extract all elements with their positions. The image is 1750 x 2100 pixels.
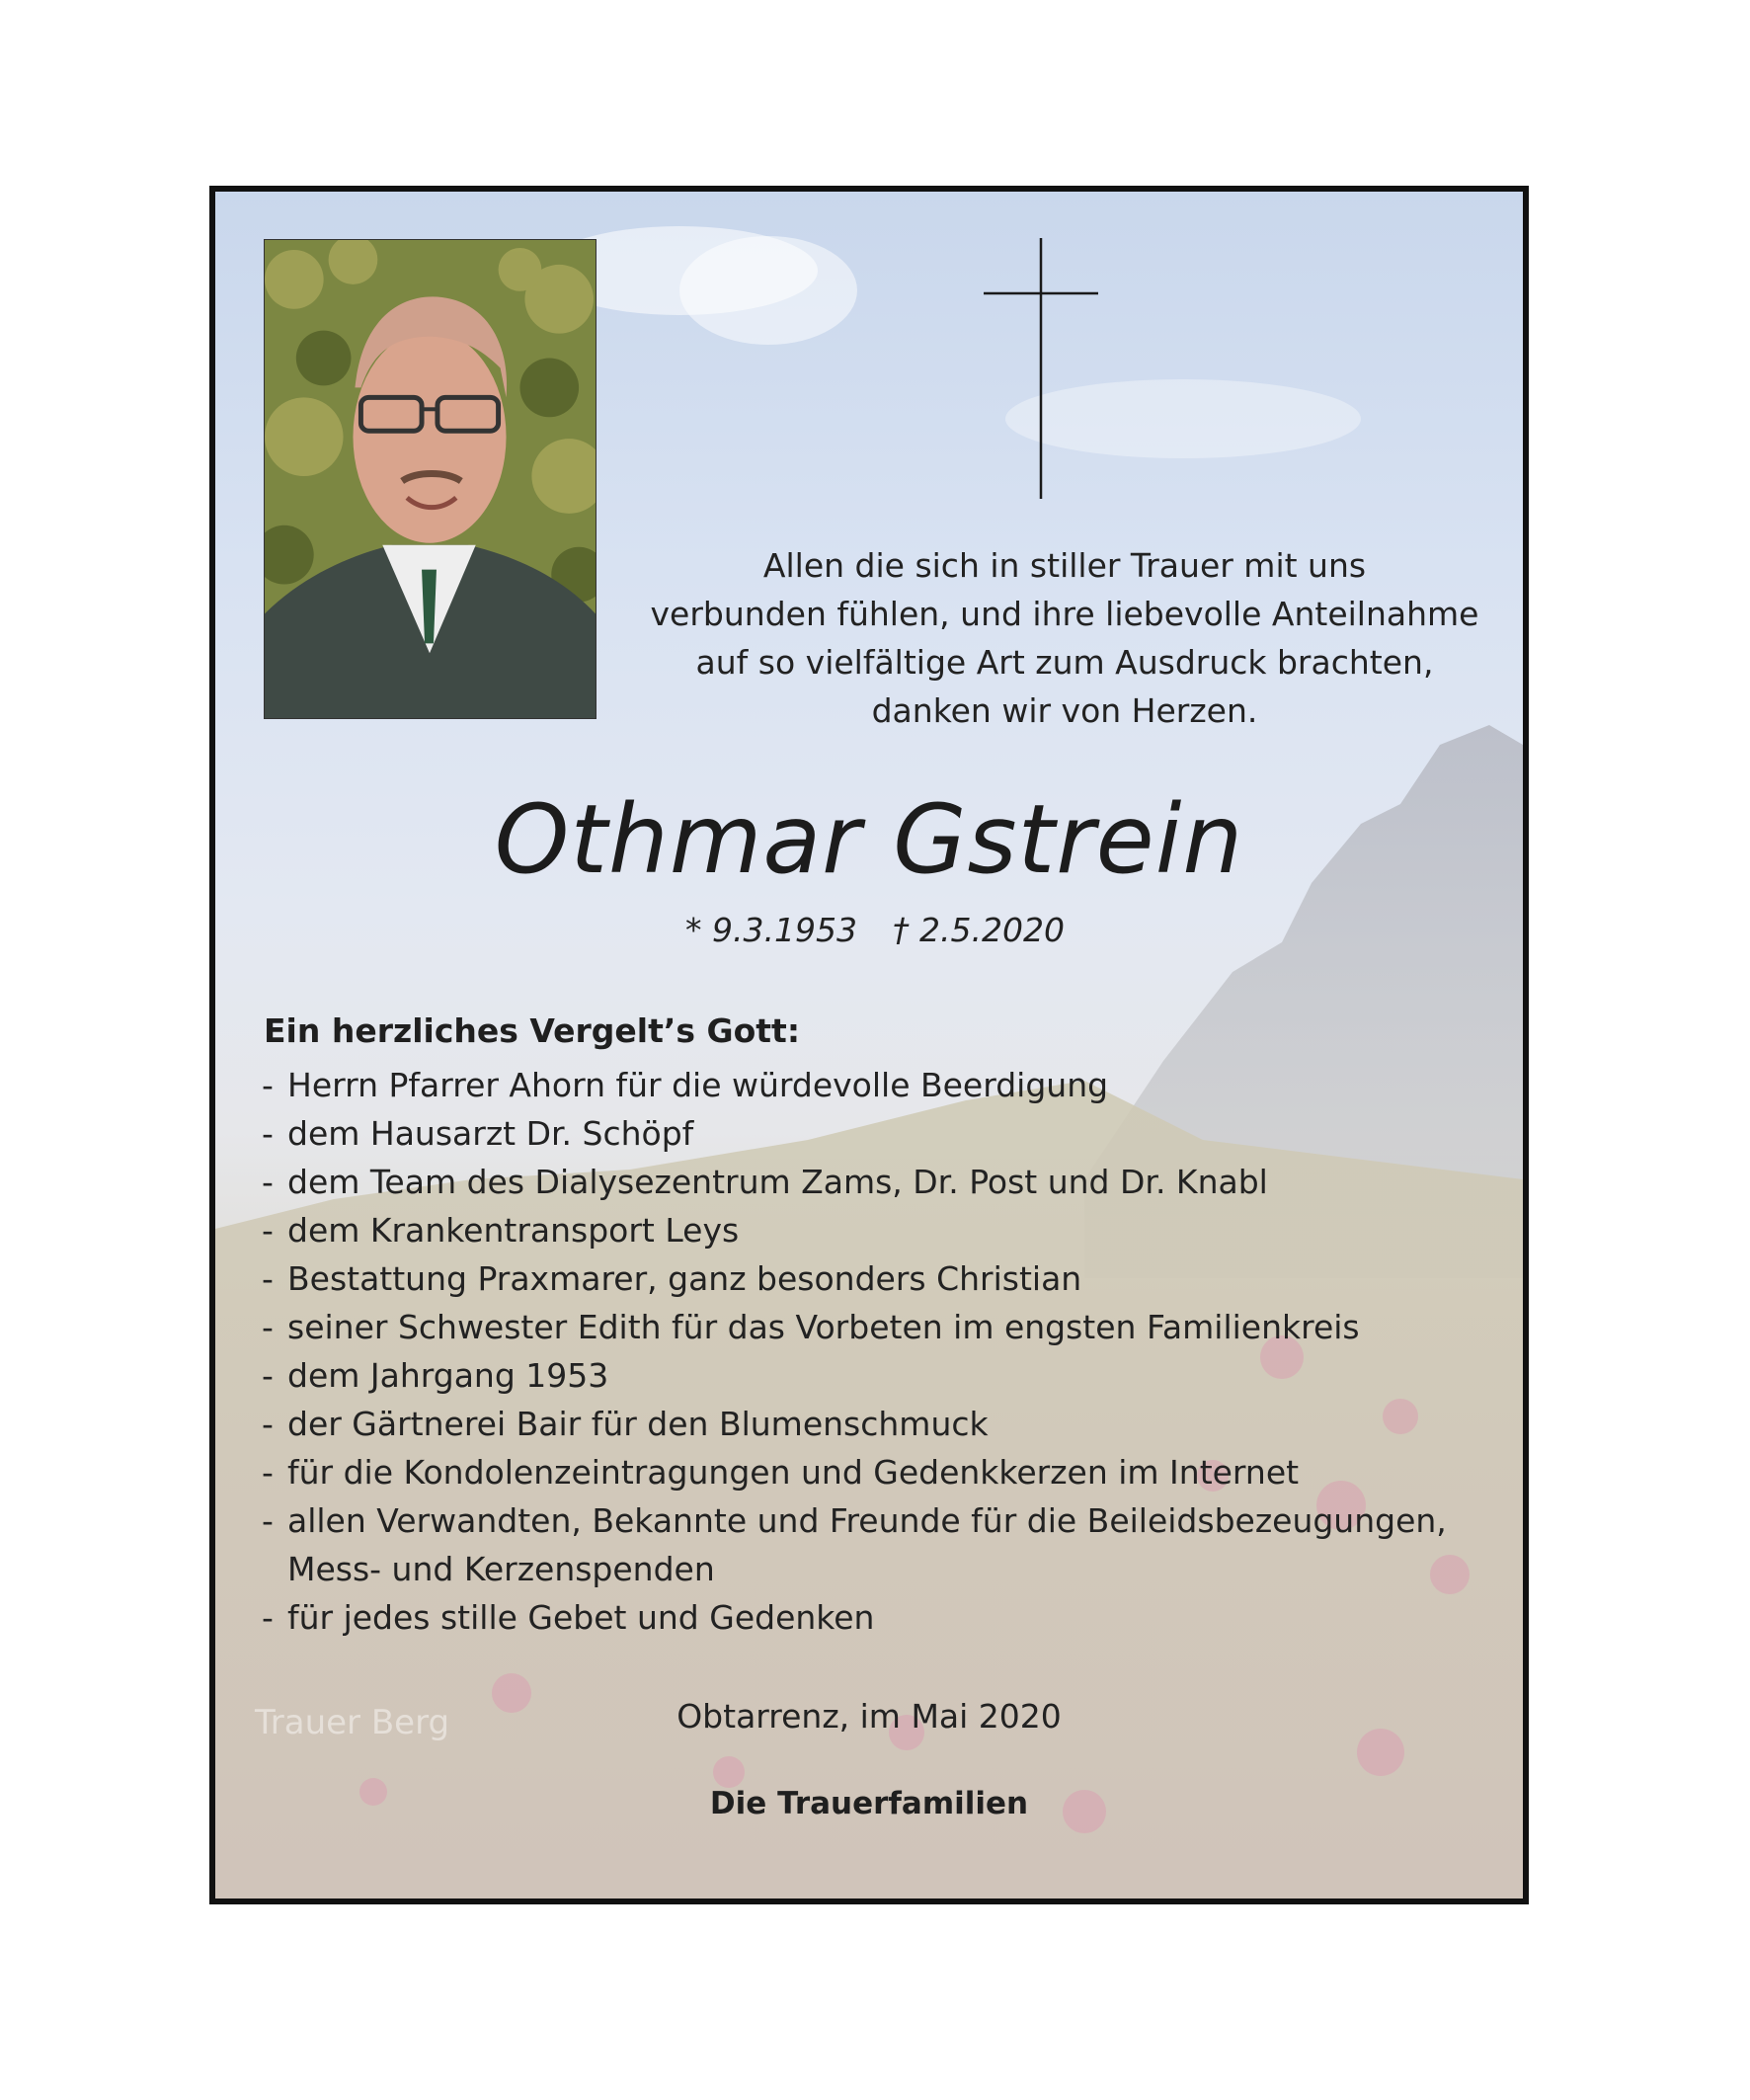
list-item: - der Gärtnerei Bair für den Blumenschmuck — [262, 1400, 1496, 1448]
birth-date: * 9.3.1953 — [685, 911, 857, 949]
latin-cross-icon — [984, 238, 1098, 499]
list-item: - Bestattung Praxmarer, ganz besonders Christian — [262, 1254, 1496, 1303]
list-item: - dem Jahrgang 1953 — [262, 1351, 1496, 1400]
thanks-list — [262, 1061, 1496, 1642]
list-item: - seiner Schwester Edith für das Vorbeten im engsten Familienkreis — [262, 1303, 1496, 1351]
list-item: - dem Krankentransport Leys — [262, 1206, 1496, 1254]
intro-line: Allen die sich in stiller Trauer mit uns — [762, 546, 1367, 585]
portrait-image — [265, 240, 596, 718]
obituary-card — [209, 186, 1529, 1904]
portrait-photo — [264, 239, 597, 719]
signature: Die Trauerfamilien — [709, 1786, 1029, 1821]
list-item: - für jedes stille Gebet und Gedenken — [262, 1593, 1496, 1642]
thanks-heading: Ein herzliches Vergelt’s Gott: — [264, 1011, 801, 1050]
intro-line: danken wir von Herzen. — [871, 691, 1258, 730]
list-item-continuation: Mess- und Kerzenspenden — [287, 1550, 715, 1588]
place-date: Obtarrenz, im Mai 2020 — [676, 1697, 1062, 1736]
intro-line: verbunden fühlen, und ihre liebevolle Anteilnahme — [650, 595, 1479, 633]
list-item: - dem Hausarzt Dr. Schöpf — [262, 1109, 1496, 1158]
list-item: - allen Verwandten, Bekannte und Freunde für die Beileidsbezeugungen, — [262, 1496, 1496, 1545]
deceased-name: Othmar Gstrein — [494, 784, 1244, 895]
intro-text — [620, 541, 1509, 735]
list-item: - dem Team des Dialysezentrum Zams, Dr. Post und Dr. Knabl — [262, 1158, 1496, 1206]
list-item: - für die Kondolenzeintragungen und Gedenkkerzen im Internet — [262, 1448, 1496, 1496]
intro-line: auf so vielfältige Art zum Ausdruck brachten, — [695, 643, 1434, 682]
watermark: Trauer Berg — [255, 1703, 450, 1742]
list-item: - Herrn Pfarrer Ahorn für die würdevolle Beerdigung — [262, 1061, 1496, 1109]
death-date: † 2.5.2020 — [893, 911, 1065, 949]
